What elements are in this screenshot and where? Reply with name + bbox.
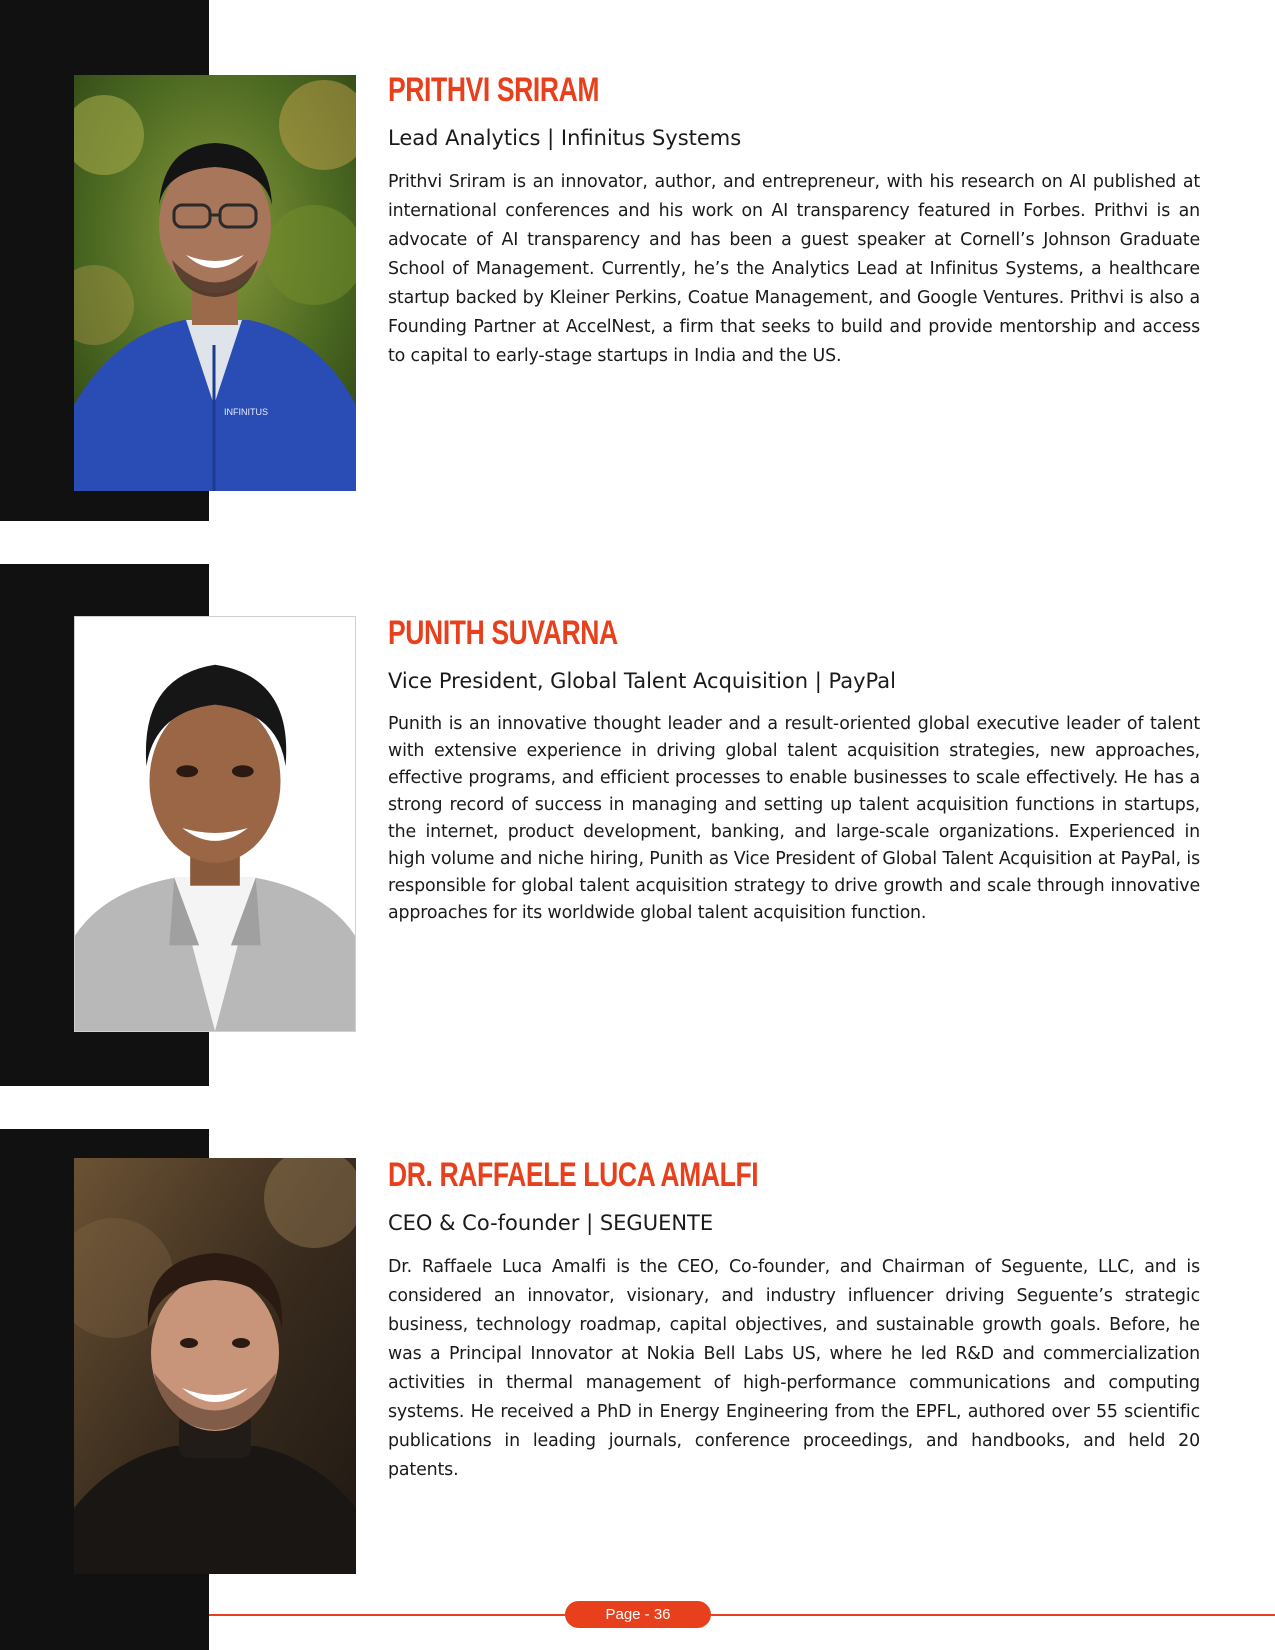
profile-name: PRITHVI SRIRAM [388, 71, 600, 109]
profile-prithvi-sriram [388, 70, 1200, 371]
profile-photo-raffaele-luca-amalfi [74, 1158, 356, 1574]
profile-punith-suvarna [388, 613, 1200, 927]
page-number-badge: Page - 36 [565, 1601, 711, 1628]
profile-bio: Punith is an innovative thought leader and a result-oriented global executive leader of talent with extensive experience in driving global talent acquisition strategies, new approaches, effective programs, and efficient processes to enable businesses to scale effectively. He has a strong record of success in managing and setting up talent acquisition functions in startups, the internet, product development, banking, and large-scale organizations. Experienced in high volume and niche hiring, Punith as Vice President of Global Talent Acquisition at PayPal, is responsible for global talent acquisition strategy to drive growth and scale through innovative approaches for its worldwide global talent acquisition function. [388, 714, 1200, 923]
profile-role: CEO & Co-founder | SEGUENTE [388, 1211, 714, 1235]
profile-bio: Dr. Raffaele Luca Amalfi is the CEO, Co-founder, and Chairman of Seguente, LLC, and is considered an innovator, visionary, and industry influencer driving Seguente’s strategic business, technology roadmap, capital objectives, and sustainable growth goals. Before, he was a Principal Innovator at Nokia Bell Labs US, where he led R&D and commercialization activities in thermal management of high-performance communications and computing systems. He received a PhD in Energy Engineering from the EPFL, authored over 55 scientific publications in leading journals, conference proceedings, and handbooks, and held 20 patents. [388, 1257, 1200, 1480]
profile-bio: Prithvi Sriram is an innovator, author, and entrepreneur, with his research on AI published at international conferences and his work on AI transparency featured in Forbes. Prithvi is an advocate of AI transparency and has been a guest speaker at Cornell’s Johnson Graduate School of Management. Currently, he’s the Analytics Lead at Infinitus Systems, a healthcare startup backed by Kleiner Perkins, Coatue Management, and Google Ventures. Prithvi is also a Founding Partner at AccelNest, a firm that seeks to build and provide mentorship and access to capital to early-stage startups in India and the US. [388, 172, 1200, 366]
shirt-logo-text: INFINITUS [224, 407, 268, 417]
profile-role: Lead Analytics | Infinitus Systems [388, 126, 742, 150]
profile-name: PUNITH SUVARNA [388, 614, 618, 652]
footer-rule [209, 1614, 1275, 1616]
profile-role: Vice President, Global Talent Acquisition | PayPal [388, 669, 896, 693]
profile-name: DR. RAFFAELE LUCA AMALFI [388, 1156, 759, 1194]
profile-photo-punith-suvarna [74, 616, 356, 1032]
profile-raffaele-luca-amalfi [388, 1155, 1200, 1485]
profile-photo-prithvi-sriram [74, 75, 356, 491]
